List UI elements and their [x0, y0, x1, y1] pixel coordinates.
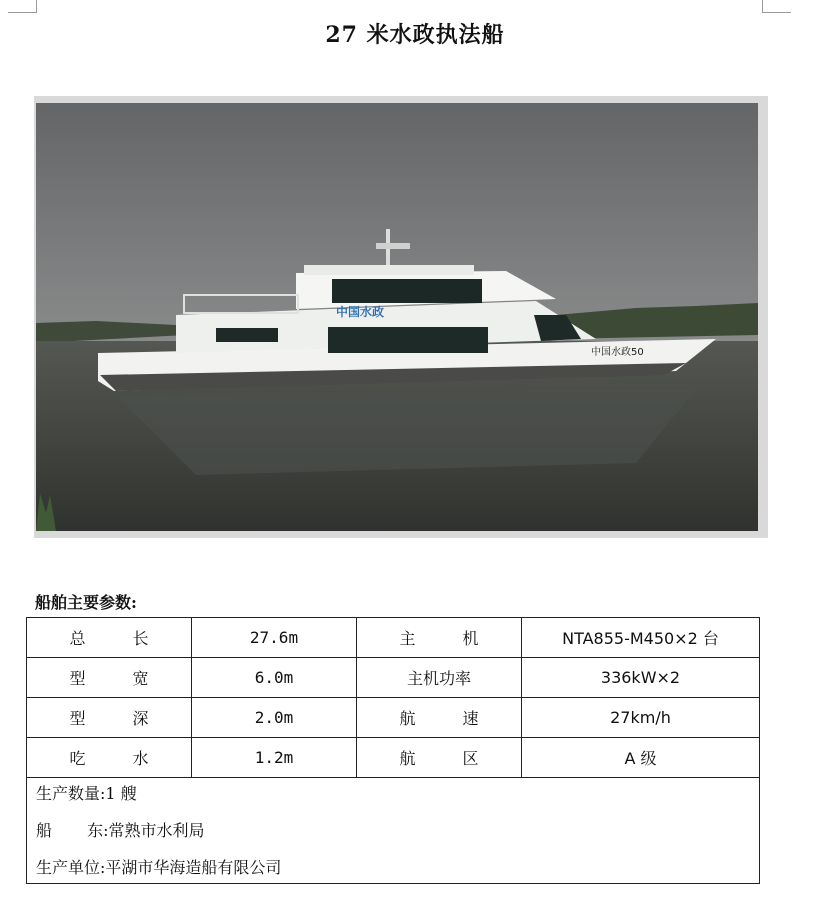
param-value: NTA855-M450×2 台 [522, 618, 760, 658]
boat-photo [36, 103, 758, 531]
param-value: 1.2m [192, 738, 357, 778]
owner-label: 船 东: [36, 821, 109, 840]
hull-lettering: 中国水政 [336, 305, 385, 319]
lower-windows-main [328, 327, 488, 353]
radar-bar [376, 243, 410, 249]
param-label: 航 区 [357, 738, 522, 778]
param-value: 2.0m [192, 698, 357, 738]
builder-label: 生产单位: [36, 858, 106, 877]
param-label: 航 速 [357, 698, 522, 738]
builder-line [36, 855, 281, 878]
param-value: A 级 [522, 738, 760, 778]
quantity-label: 生产数量: [36, 784, 106, 803]
lower-windows-aft [216, 328, 278, 342]
param-label: 主机功率 [357, 658, 522, 698]
table-row [27, 738, 760, 778]
roof [304, 265, 474, 275]
crop-mark-top-left [8, 0, 37, 13]
param-value: 27km/h [522, 698, 760, 738]
bridge-windows [332, 279, 482, 303]
crop-mark-top-right [762, 0, 791, 13]
param-label: 主 机 [357, 618, 522, 658]
section-label: 船舶主要参数: [35, 593, 137, 612]
param-value: 336kW×2 [522, 658, 760, 698]
builder-value: 平湖市华海造船有限公司 [105, 858, 282, 877]
production-info [26, 777, 760, 884]
param-label: 总 长 [27, 618, 192, 658]
params-table [26, 617, 760, 778]
owner-value: 常熟市水利局 [108, 821, 205, 840]
param-label: 吃 水 [27, 738, 192, 778]
table-row [27, 658, 760, 698]
quantity-line [36, 781, 137, 804]
page-title: 27 米水政执法船 [325, 22, 505, 48]
hull-number: 中国水政50 [591, 347, 644, 358]
table-row [27, 618, 760, 658]
quantity-value: 1 艘 [105, 784, 137, 803]
param-value: 27.6m [192, 618, 357, 658]
param-label: 型 宽 [27, 658, 192, 698]
owner-line [36, 818, 205, 841]
param-value: 6.0m [192, 658, 357, 698]
param-label: 型 深 [27, 698, 192, 738]
boat-reflection [116, 389, 696, 475]
table-row [27, 698, 760, 738]
